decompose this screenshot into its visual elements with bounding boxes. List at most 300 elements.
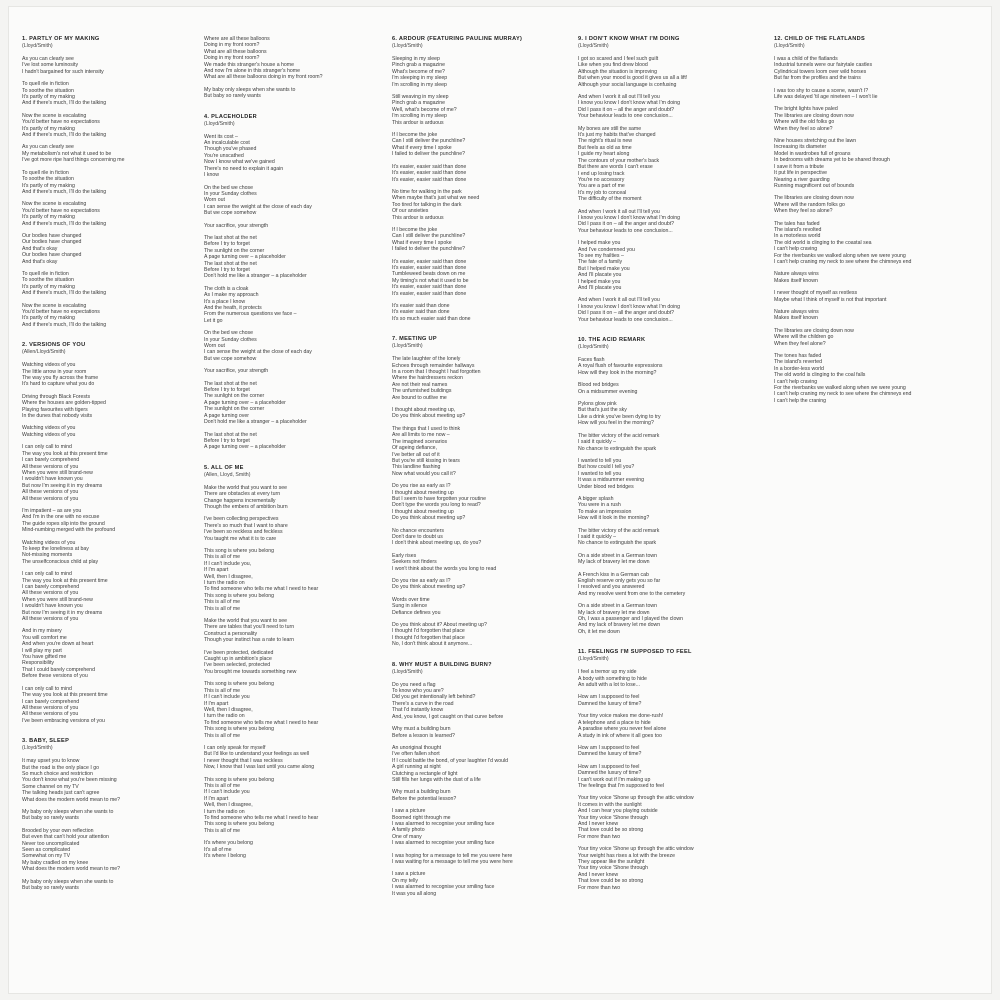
verse xyxy=(578,209,764,235)
lyric-line: I thought about meeting up xyxy=(392,489,454,496)
song-title: 11. FEELINGS I'M SUPPOSED TO FEEL xyxy=(578,649,692,656)
verse xyxy=(392,597,568,616)
lyric-line: But far from the profiles and the trains xyxy=(774,75,861,82)
lyric-line: There are obstacles at every turn xyxy=(204,491,281,498)
verse xyxy=(22,362,194,388)
lyrics-column xyxy=(578,36,764,986)
lyric-line: Our bodies have changed xyxy=(22,232,82,239)
lyric-line: But that's just the sky xyxy=(578,407,627,414)
lyric-line: If I can't include you xyxy=(204,694,250,701)
verse xyxy=(392,227,568,253)
lyrics-sheet xyxy=(8,6,992,994)
song-credit: (Lloyd/Smith) xyxy=(578,43,609,49)
lyric-line: What are all these balloons xyxy=(204,48,267,55)
lyric-line: And I can hear you playing outside xyxy=(578,808,658,815)
lyric-line: But we cope somehow xyxy=(204,355,257,362)
lyric-line: One of many xyxy=(392,833,422,840)
lyric-line: I can't help craving xyxy=(774,378,818,385)
lyric-line: To know who you are? xyxy=(392,688,444,695)
lyric-line: If I'm apart xyxy=(204,700,229,707)
song-block xyxy=(578,649,764,891)
lyrics-column xyxy=(22,36,194,986)
verse xyxy=(204,134,382,179)
lyric-line: This is all of me xyxy=(204,782,241,789)
lyric-line: To quell rile in fiction xyxy=(22,81,69,88)
lyric-line: My baby only sleeps when she wants to xyxy=(204,86,296,93)
lyric-line: Went its cost – xyxy=(204,133,238,140)
verse xyxy=(22,508,194,534)
verse xyxy=(392,622,568,648)
lyric-line: It's partly of my making xyxy=(22,214,75,221)
lyric-line: This ardour is arduous xyxy=(392,214,444,221)
lyric-line: I've been so reckless and feckless xyxy=(204,529,283,536)
verse xyxy=(774,290,974,303)
lyric-line: It's hard to capture what you do xyxy=(22,381,95,388)
song-block xyxy=(578,36,764,323)
lyric-line: I can barely comprehend xyxy=(22,457,80,464)
verse xyxy=(204,681,382,739)
verse xyxy=(392,682,568,720)
lyric-line: Never too uncomplicated xyxy=(22,840,80,847)
song-title: 8. WHY MUST A BUILDING BURN? xyxy=(392,661,492,668)
lyric-line: It's easier said than done xyxy=(392,303,450,309)
lyric-line: And I'll placate you xyxy=(578,285,622,291)
lyric-line: It was a midsummer evening xyxy=(578,477,645,484)
lyric-line: Your weight has rises a lot with the breeze xyxy=(578,852,675,859)
lyric-line: But now I'm seeing it in my dreams xyxy=(22,609,103,616)
lyric-line: But when your mood is good it gives us all a lift! xyxy=(578,75,688,82)
lyric-line: In your Sunday clothes xyxy=(204,336,257,343)
lyric-line: The guide ropes slip into the ground xyxy=(22,520,105,527)
verse xyxy=(578,240,764,291)
lyric-line: I said it quickly – xyxy=(578,533,617,540)
verse xyxy=(22,201,194,227)
lyric-line: This song is where you belong xyxy=(204,592,275,599)
lyric-line: Pylons glow pink xyxy=(578,401,617,408)
lyric-line: I'm impatient – as are you xyxy=(22,507,82,514)
lyric-line: If I can't include you xyxy=(204,789,250,796)
lyric-line: Of our anxieties xyxy=(392,208,429,215)
lyric-line: Nearing a river guarding xyxy=(774,176,830,183)
lyric-line: To soothe the situation xyxy=(22,87,74,94)
lyric-line: I've been embracing versions of you xyxy=(22,717,105,724)
lyric-line: You are a part of me xyxy=(578,183,625,190)
verse xyxy=(392,553,568,572)
lyric-line: From the numerous questions we face – xyxy=(204,311,297,318)
lyric-line: A body with something to hide xyxy=(578,675,647,682)
lyric-line: You'd better have no expectations xyxy=(22,207,100,214)
verse xyxy=(392,578,568,591)
verse xyxy=(392,407,568,420)
song-title: 9. I DON'T KNOW WHAT I'M DOING xyxy=(578,36,680,42)
lyric-line: Although your social language is confusing xyxy=(578,81,677,88)
song-block xyxy=(204,465,382,860)
lyric-line: And if there's much, I'll do the talking xyxy=(22,188,107,195)
lyric-line: A family photo xyxy=(392,827,425,834)
lyric-line: Where the hairdressers reckon xyxy=(392,375,463,382)
lyric-line: It's partly of my making xyxy=(22,125,75,132)
lyric-line: I've often fallen short xyxy=(392,751,440,758)
lyric-line: So much choice and restriction xyxy=(22,770,93,777)
lyric-line: But we cope somehow xyxy=(204,210,257,217)
lyric-line: And in my misery xyxy=(22,628,62,635)
lyric-line: Our bodies have changed xyxy=(22,252,82,259)
lyric-line: A girl running at night xyxy=(392,764,441,771)
lyric-line: To quell rile in fiction xyxy=(22,169,69,176)
lyric-line: Life was delayed 'til age nineteen – I won't lie xyxy=(774,94,878,101)
verse xyxy=(774,56,974,82)
verse xyxy=(204,36,382,81)
lyric-line: I can't help craning my neck to see where the chimneys end xyxy=(774,258,912,265)
verse xyxy=(204,485,382,511)
verse xyxy=(392,356,568,401)
verse xyxy=(392,726,568,739)
lyric-line: This song is where you belong xyxy=(204,776,275,783)
lyric-line: The way you look at this present time xyxy=(22,692,108,699)
lyric-line: Where the houses are golden-tipped xyxy=(22,400,106,407)
lyric-line: The last shot at the net xyxy=(204,234,257,241)
lyric-line: I can only call to mind xyxy=(22,685,72,692)
lyric-line: Oh, I was a passenger and I played the clown xyxy=(578,616,683,623)
lyric-line: Mind-numbing merged with the profound xyxy=(22,527,116,534)
song-credit: (Lloyd/Smith) xyxy=(392,668,423,675)
lyric-line: Do you need a flag xyxy=(392,681,436,688)
lyric-line: How will it look in the morning? xyxy=(578,515,650,522)
lyric-line: It's all of me xyxy=(204,846,232,853)
verse xyxy=(392,303,568,322)
lyric-line: I've better all out of it xyxy=(392,451,440,458)
lyric-line: This ardour is arduous xyxy=(392,119,444,126)
lyric-line: I thought I'd forgotten that place xyxy=(392,634,465,641)
lyric-line: Do you think about meeting up? xyxy=(392,584,466,591)
lyric-line: And my resolve went from one to the cemetery xyxy=(578,590,686,597)
lyric-line: The way you fly across the frame xyxy=(22,375,99,382)
verse xyxy=(204,87,382,100)
lyric-line: I can only call to mind xyxy=(22,571,72,578)
lyric-line: I was a child of the flatlands xyxy=(774,56,838,62)
verse xyxy=(204,223,382,229)
lyric-line: I saw a picture xyxy=(392,871,426,878)
verse xyxy=(204,286,382,324)
lyric-line: I wanted to tell you xyxy=(578,470,622,477)
lyric-line: Now, I know that I was last until you came along xyxy=(204,764,315,771)
song-title: 4. PLACEHOLDER xyxy=(204,113,257,120)
lyric-line: I will play my part xyxy=(22,647,62,654)
lyric-line: English reserve only gets you so far xyxy=(578,578,661,584)
lyric-line: It put life in perspective xyxy=(774,170,828,177)
lyric-line: It was you all along xyxy=(392,890,437,897)
lyric-line: In a motorless world xyxy=(774,233,821,240)
lyric-line: And if there's much, I'll do the talking xyxy=(22,321,107,328)
lyric-line: I don't think about meeting up, do you? xyxy=(392,540,482,547)
song-block xyxy=(22,738,194,891)
lyric-line: Now what would you call it? xyxy=(392,470,456,477)
song-title: 12. CHILD OF THE FLATLANDS xyxy=(774,36,865,42)
verse xyxy=(22,628,194,679)
lyric-line: I wanted to tell you xyxy=(578,457,622,464)
lyric-line: The last shot at the net xyxy=(204,380,257,387)
lyric-line: A French kiss in a German cab xyxy=(578,571,649,578)
lyric-line: My timing's not what it used to be xyxy=(392,277,469,284)
lyric-line: Don't hold me like a stranger – a placeholder xyxy=(204,273,307,280)
lyric-line: I thought I'd forgotten that place xyxy=(392,628,465,635)
verse xyxy=(578,528,764,547)
lyric-line: It's easier, easier said than done xyxy=(392,284,467,291)
lyric-line: Why must a building burn xyxy=(392,726,451,733)
lyric-line: Your tiny voice 'Shone up through the attic window xyxy=(578,795,694,802)
lyric-line: For more than two xyxy=(578,884,621,891)
lyric-line: Oh, it let me down xyxy=(578,628,620,635)
lyric-line: Did I pass it on – all the anger and doubt? xyxy=(578,106,675,113)
verse xyxy=(578,94,764,120)
lyric-line: Seen as complicated xyxy=(22,847,71,853)
lyric-line: And I'll placate you xyxy=(578,272,622,279)
verse xyxy=(578,745,764,758)
lyric-line: The sunlight on the corner xyxy=(204,247,265,254)
lyric-line: The fate of a family xyxy=(578,259,623,266)
lyric-line: And if there's much, I'll do the talking xyxy=(22,220,107,227)
lyric-line: What are all these balloons doing in my front room? xyxy=(204,74,323,81)
verse xyxy=(22,144,194,163)
lyric-line: I got so scared and I feel such guilt xyxy=(578,56,659,62)
verse xyxy=(22,233,194,265)
lyric-line: What if every time I spoke xyxy=(392,144,452,151)
lyric-line: A bigger splash xyxy=(578,495,614,502)
lyric-line: Make the world that you want to see xyxy=(204,484,288,491)
lyric-line: Well, what's become of me? xyxy=(392,106,457,113)
lyric-line: You taught me what it is to care xyxy=(204,535,277,542)
verse xyxy=(774,195,974,214)
verse xyxy=(22,303,194,329)
verse xyxy=(392,426,568,477)
lyric-line: Did I pass it on – all the anger and doubt? xyxy=(578,310,675,317)
lyric-line: And, you know, I got caught on that curve before xyxy=(392,713,504,720)
lyric-line: And if there's much, I'll do the talking xyxy=(22,290,107,297)
lyric-line: I'm scrolling in my sleep xyxy=(392,113,447,120)
lyric-line: To find someone who tells me what I need to hear xyxy=(204,586,319,593)
lyric-line: This song is where you belong xyxy=(204,547,275,554)
lyric-line: If I become the joke xyxy=(392,226,438,233)
lyric-line: I said it quickly – xyxy=(578,439,617,446)
lyric-line: Model in wardrobes full of groans xyxy=(774,150,851,157)
lyric-line: And I've condemned you xyxy=(578,246,635,253)
lyric-line: To find someone who tells me what I need to hear xyxy=(204,815,319,821)
lyric-line: Before these versions of you xyxy=(22,673,88,680)
verse xyxy=(22,81,194,107)
lyric-line: The little arrow in your room xyxy=(22,368,87,375)
lyric-line: It may upset you to know xyxy=(22,758,80,765)
lyric-line: The contours of your mother's back xyxy=(578,157,660,164)
verse xyxy=(204,330,382,362)
lyric-line: I can't help craving xyxy=(774,246,818,253)
lyric-line: The libraries are closing down now xyxy=(774,195,854,202)
song-title: 3. BABY, SLEEP xyxy=(22,738,70,745)
lyric-line: I'm scrolling in my sleep xyxy=(392,81,447,88)
lyric-line: A study in ink of where it all goes too xyxy=(578,732,662,739)
lyric-line: Tumbleweed beats down on me xyxy=(392,271,466,278)
lyric-line: The bitter victory of the acid remark xyxy=(578,527,660,534)
lyric-line: It's partly of my making xyxy=(22,315,75,322)
lyric-line: Faces flash xyxy=(578,357,605,364)
lyric-line: It's easier, easier said than done xyxy=(392,264,467,271)
lyric-line: Clutching a rectangle of light xyxy=(392,770,458,777)
lyric-line: Though the embers of ambition burn xyxy=(204,503,288,510)
lyric-line: But the road is the only place I go xyxy=(22,764,99,771)
lyric-line: Can I still deliver the punchline? xyxy=(392,138,466,145)
lyric-line: Though you've phased xyxy=(204,146,257,153)
lyric-line: My lack of bravery let me down xyxy=(578,609,650,616)
lyric-line: It comes in with the sunlight xyxy=(578,801,642,808)
lyric-line: Your tiny voice 'Shone up through the attic window xyxy=(578,846,694,853)
lyric-line: Nature always wins xyxy=(774,271,819,278)
lyric-line: But baby so rarely wants xyxy=(22,815,79,822)
lyric-line: I failed to deliver the punchline? xyxy=(392,246,465,253)
song-block xyxy=(204,114,382,451)
lyric-line: I can't help craning my neck to see where the chimneys end xyxy=(774,391,912,398)
lyric-line: If I could battle the bond, of your laughter I'd would xyxy=(392,757,509,764)
lyric-line: Construct a personality xyxy=(204,630,258,637)
lyric-line: The talking heads just can't agree xyxy=(22,790,100,797)
lyric-line: And I never knew xyxy=(578,871,619,878)
lyric-line: I wouldn't have known you xyxy=(22,476,83,483)
lyric-line: Your sacrifice, your strength xyxy=(204,368,269,375)
verse xyxy=(392,853,568,866)
lyric-line: Before a lesson is learned? xyxy=(392,732,455,739)
lyric-line: Boomed right through me xyxy=(392,814,451,821)
lyric-line: I can barely comprehend xyxy=(22,698,80,705)
verse xyxy=(392,528,568,547)
lyric-line: Running magnificent out of bounds xyxy=(774,182,855,189)
lyric-line: And when you're down at heart xyxy=(22,641,94,648)
lyric-line: The unselfconscious child at play xyxy=(22,558,99,565)
verse xyxy=(392,94,568,126)
lyric-line: I can only call to mind xyxy=(22,444,72,451)
song-credit: (Lloyd/Smith) xyxy=(578,344,609,351)
verse xyxy=(22,170,194,196)
lyric-line: I was alarmed to recognise your smiling face xyxy=(392,840,495,847)
lyric-line: Can I still deliver the punchline? xyxy=(392,233,466,240)
lyric-line: I thought about meeting up, xyxy=(392,407,456,414)
lyric-line: And when I work it all out I'll tell you xyxy=(578,94,660,101)
verse xyxy=(578,357,764,376)
verse xyxy=(204,185,382,217)
lyric-line: The island's reverted xyxy=(774,359,822,366)
lyric-line: This is all of me xyxy=(204,827,241,834)
lyric-line: On a side street in a German town xyxy=(578,552,658,559)
verse xyxy=(774,138,974,189)
verse xyxy=(774,309,974,322)
lyric-line: Watching videos of you xyxy=(22,431,76,438)
lyric-line: I guide my heart along xyxy=(578,151,630,158)
verse xyxy=(22,425,194,438)
verse xyxy=(392,56,568,88)
lyric-line: I can barely comprehend xyxy=(22,584,80,590)
lyric-line: They appear like the sunlight xyxy=(578,859,645,865)
lyric-line: All these versions of you xyxy=(22,711,79,718)
lyric-line: My lack of bravery let me down xyxy=(578,559,650,566)
verse xyxy=(22,56,194,75)
lyric-line: Nine houses stretching out the lawn xyxy=(774,138,857,145)
lyric-line: A royal flush of favourite expressions xyxy=(578,363,663,370)
lyric-line: Though your instinct has a rate to learn xyxy=(204,637,294,644)
lyric-line: For the riverbanks we walked along when we were young xyxy=(774,252,906,259)
lyric-line: As you can clearly see xyxy=(22,56,74,62)
lyric-line: But I helped make you xyxy=(578,265,630,272)
verse xyxy=(578,458,764,490)
lyric-line: Maybe what I think of myself is not that important xyxy=(774,296,887,303)
lyric-line: I know xyxy=(204,172,219,179)
verse xyxy=(204,840,382,859)
lyric-line: I failed to deliver the punchline? xyxy=(392,151,465,158)
lyric-line: When they feel alone? xyxy=(774,340,826,347)
lyric-line: The old world is clinging to the coastal sea xyxy=(774,239,872,246)
lyric-line: Don't dare to doubt us xyxy=(392,533,443,540)
lyric-line: You will comfort me xyxy=(22,634,67,641)
lyric-line: And that's okay xyxy=(22,258,58,265)
lyric-line: Pinch grab a magazine xyxy=(392,100,446,107)
lyric-line: You're no accessory xyxy=(578,176,625,183)
lyric-line: For more than two xyxy=(578,833,621,840)
lyric-line: It's so much easier said than done xyxy=(392,315,471,322)
lyric-line: On my telly xyxy=(392,877,418,884)
lyric-line: Sung in silence xyxy=(392,603,428,610)
verse xyxy=(204,368,382,374)
verse xyxy=(22,271,194,297)
lyric-line: I never thought of myself as restless xyxy=(774,290,858,297)
lyric-line: There are tables that you'll need to turn xyxy=(204,624,295,631)
lyric-line: The bright lights have paled xyxy=(774,106,838,113)
lyrics-column xyxy=(774,36,974,986)
song-title: 6. ARDOUR (FEATURING PAULINE MURRAY) xyxy=(392,36,523,42)
lyric-line: Why must a building burn xyxy=(392,789,451,796)
lyric-line: An adult with a lot to lose... xyxy=(578,682,640,689)
song-credit: (Lloyd/Smith) xyxy=(22,745,53,752)
lyric-line: Early rises xyxy=(392,552,417,559)
verse xyxy=(578,496,764,522)
lyric-line: But even that can't hold your attention xyxy=(22,834,109,841)
lyric-line: Your behaviour leads to one conclusion... xyxy=(578,227,673,234)
song-block xyxy=(578,337,764,635)
lyric-line: No, I don't think about it anymore... xyxy=(392,641,473,648)
lyric-line: As you can clearly see xyxy=(22,144,74,151)
lyric-line: How am I supposed to feel xyxy=(578,694,640,701)
lyric-line: I won't think about the words you long to read xyxy=(392,565,497,572)
song-block xyxy=(392,662,568,897)
lyric-line: Do you think about meeting up? xyxy=(392,413,466,420)
lyric-line: This is all of me xyxy=(204,687,241,694)
lyric-line: All these versions of you xyxy=(22,489,79,496)
lyric-line: Makes itself known xyxy=(774,315,818,322)
lyric-line: That love could be so strong xyxy=(578,878,644,885)
verse xyxy=(392,189,568,221)
verse xyxy=(578,603,764,635)
lyric-line: Where will the random folks go xyxy=(774,201,845,208)
lyric-line: My metabolism's not what it used to be xyxy=(22,150,112,157)
verse xyxy=(578,401,764,427)
lyric-line: Brooded by your own reflection xyxy=(22,827,94,834)
lyric-line: Worn out xyxy=(204,343,225,350)
lyric-line: No chance to extinguish the spark xyxy=(578,445,657,452)
verse xyxy=(392,259,568,297)
lyric-line: The tales has faded xyxy=(774,220,820,227)
lyric-line: Let it go xyxy=(204,317,223,324)
lyric-line: A page turning over xyxy=(204,412,249,419)
lyric-line: Your behaviour leads to one conclusion... xyxy=(578,316,673,323)
song-title: 7. MEETING UP xyxy=(392,336,437,343)
lyric-line: You brought me towards something new xyxy=(204,668,297,675)
lyric-line: Echoes through remainder hallways xyxy=(392,362,475,369)
lyric-line: It's a place I know xyxy=(204,298,246,305)
